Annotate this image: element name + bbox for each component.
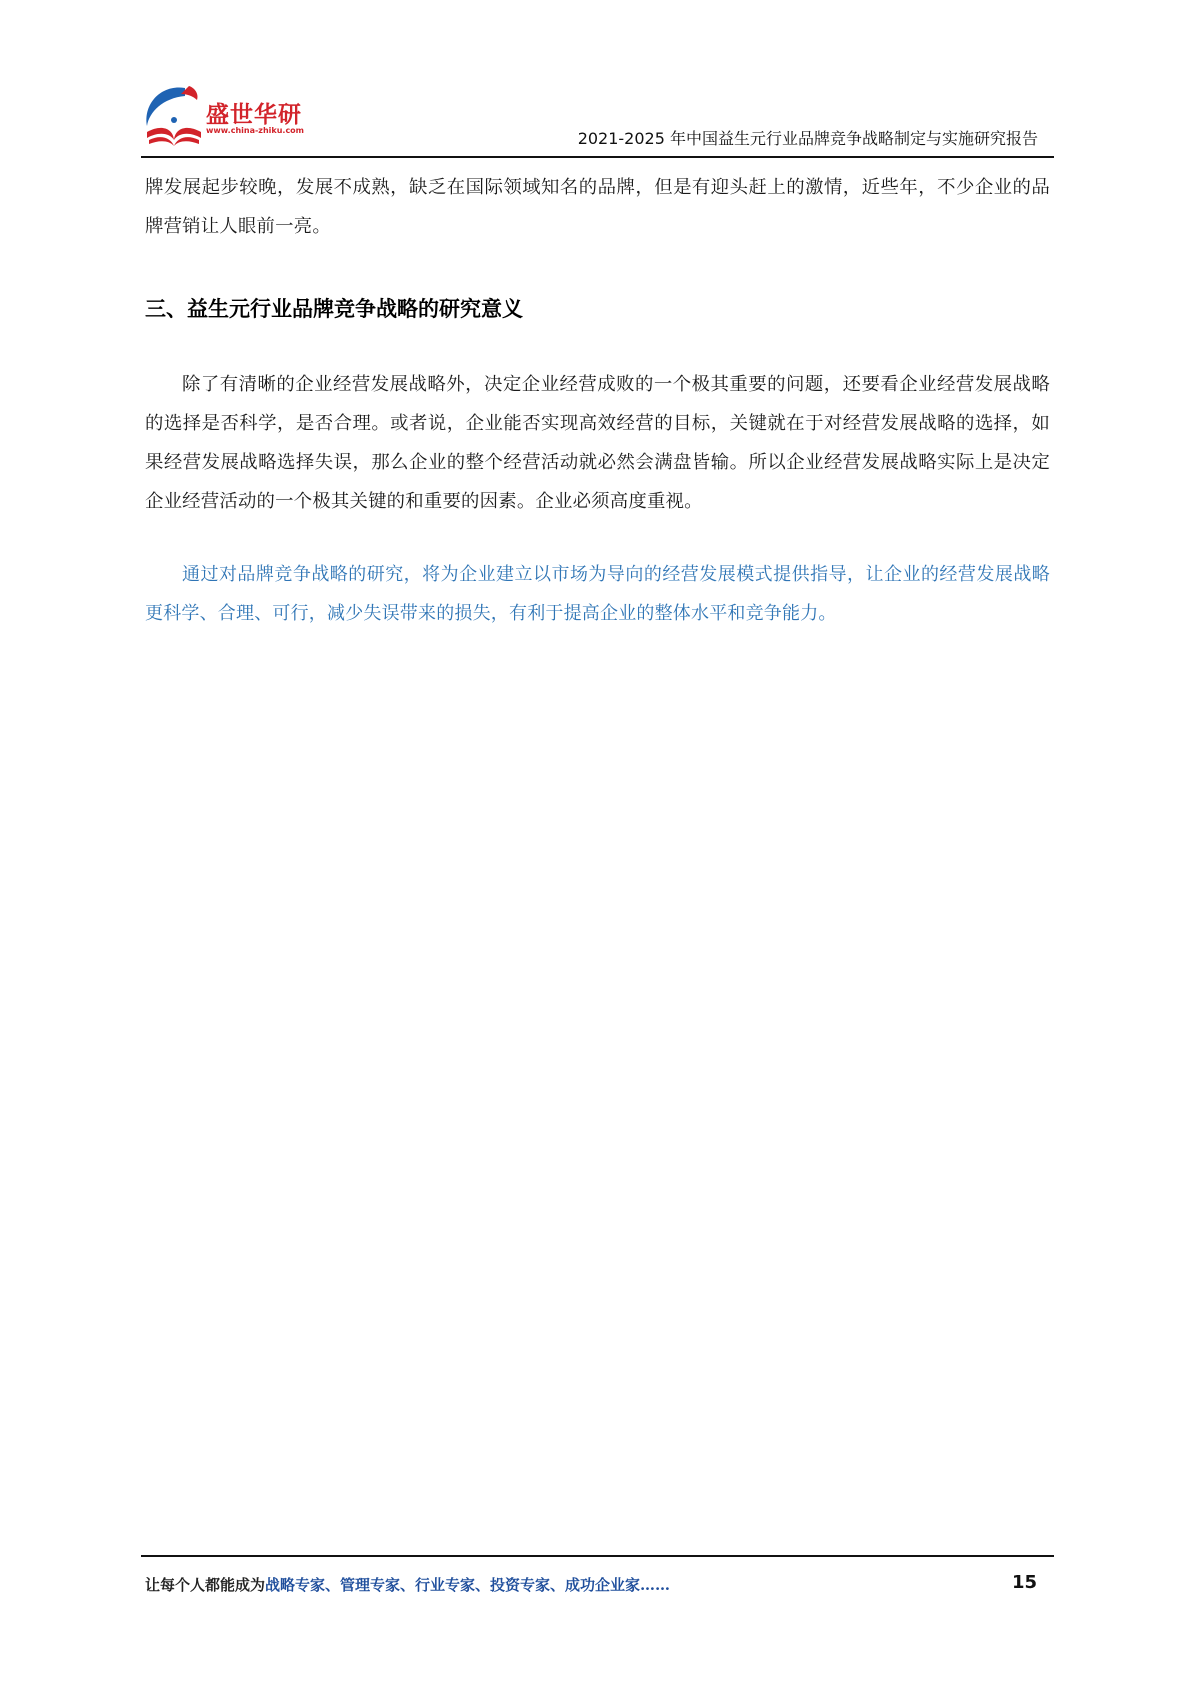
footer-divider <box>141 1555 1054 1557</box>
page-number: 15 <box>1011 1572 1037 1593</box>
header-divider <box>141 156 1054 158</box>
logo-title: 盛世华研 <box>206 102 302 128</box>
paragraph-continued: 牌发展起步较晚，发展不成熟，缺乏在国际领域知名的品牌，但是有迎头赶上的激情，近些年，不少企业的品牌营销让人眼前一亮。 <box>145 177 1050 237</box>
report-title: 2021-2025 年中国益生元行业品牌竞争战略制定与实施研究报告 <box>577 129 1038 148</box>
book-swoosh-logo-icon <box>139 82 209 154</box>
section-heading: 三、益生元行业品牌竞争战略的研究意义 <box>145 297 523 321</box>
document-body <box>145 168 1050 633</box>
footer-tagline <box>145 1574 670 1595</box>
logo-url: www.china-zhiku.com <box>206 126 305 135</box>
paragraph-strategy-importance: 除了有清晰的企业经营发展战略外，决定企业经营成败的一个极其重要的问题，还要看企业经营发展战略的选择是否科学，是否合理。或者说，企业能否实现高效经营的目标，关键就在于对经营发展战略的选择，如果经营发展战略选择失误，那么企业的整个经营活动就必然会满盘皆输。所以企业经营发展战略实际上是决定企业经营活动的一个极其关键的和重要的因素。企业必须高度重视。 <box>145 374 1050 512</box>
company-logo <box>139 82 309 154</box>
tagline-roles: 战略专家、管理专家、行业专家、投资专家、成功企业家…… <box>265 1576 671 1594</box>
paragraph-research-significance: 通过对品牌竞争战略的研究，将为企业建立以市场为导向的经营发展模式提供指导，让企业的经营发展战略更科学、合理、可行，减少失误带来的损失，有利于提高企业的整体水平和竞争能力。 <box>145 564 1050 624</box>
tagline-lead: 让每个人都能成为 <box>145 1576 266 1594</box>
